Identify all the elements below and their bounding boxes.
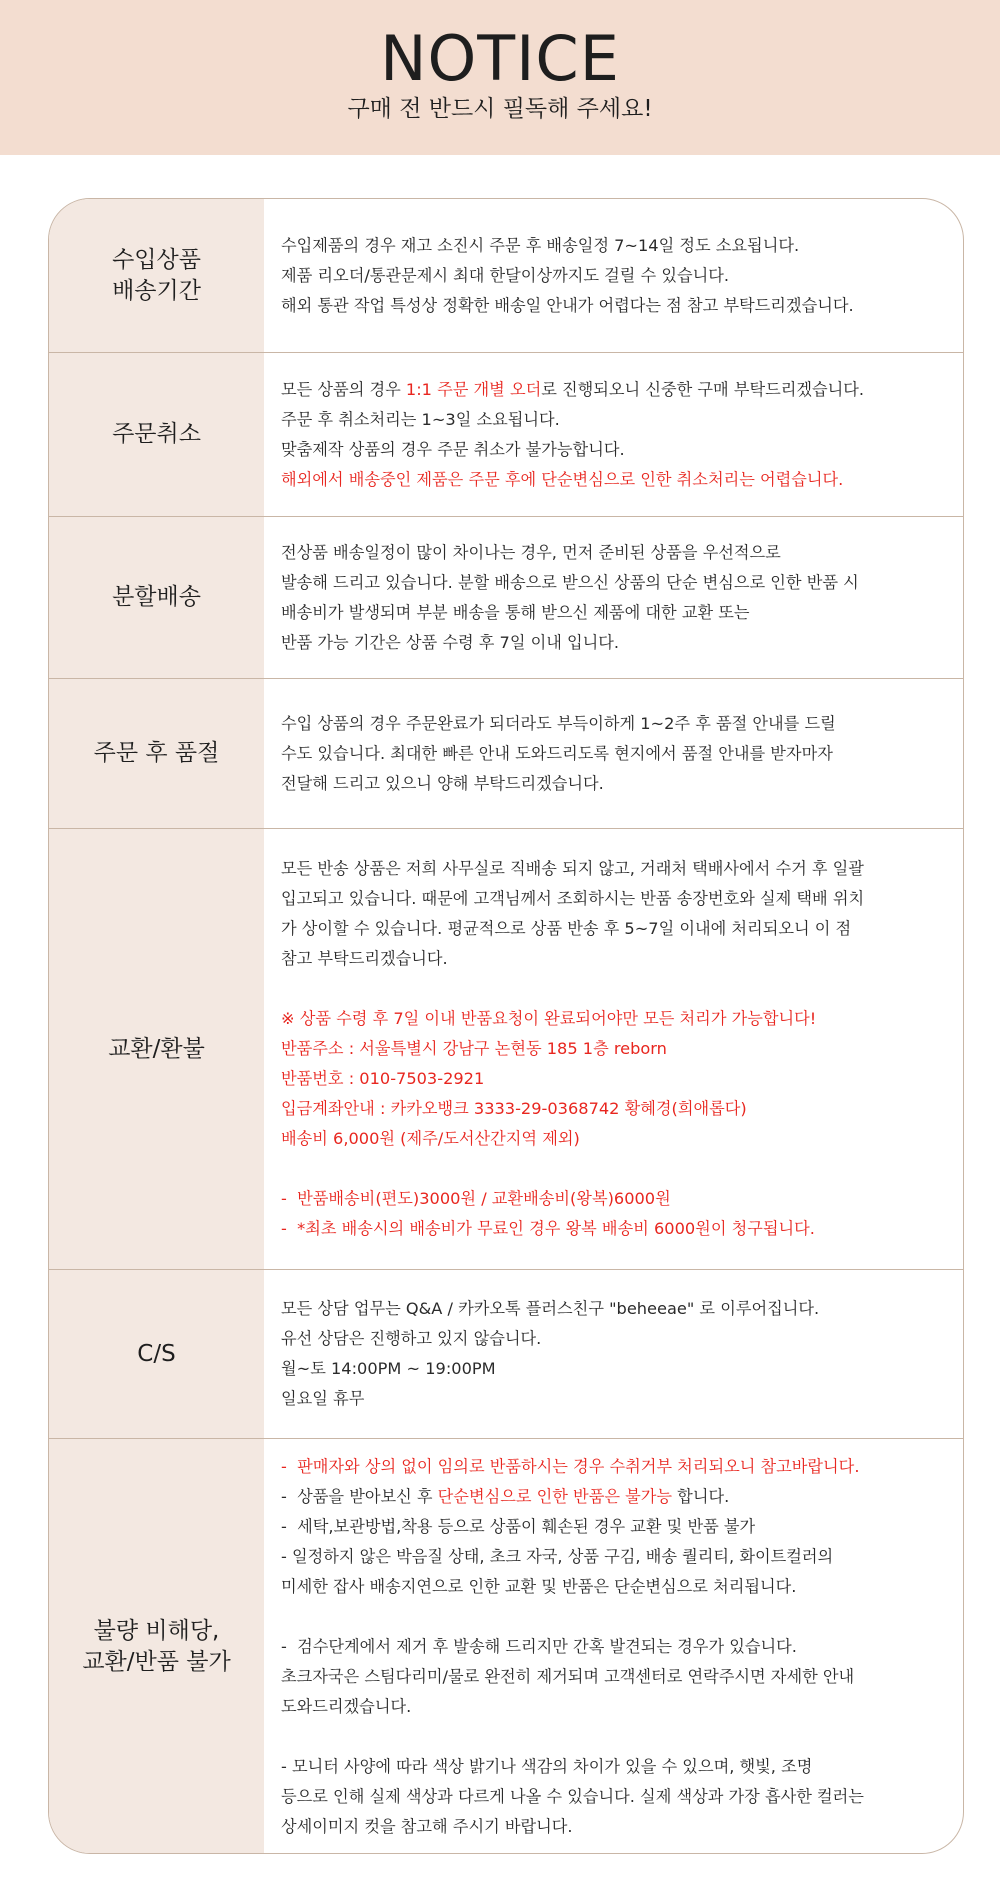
section-exchange-refund: [49, 829, 963, 1270]
content-line: [281, 1512, 951, 1542]
section-content: [264, 679, 963, 828]
body-text: 반품 가능 기간은 상품 수령 후 7일 이내 입니다.: [281, 632, 620, 652]
section-label: 교환/환불: [49, 829, 264, 1269]
content-line: [281, 1692, 951, 1722]
highlight-text: 단순변심으로 인한 반품은 불가능: [437, 1487, 673, 1506]
section-import-shipping: [49, 199, 963, 353]
content-line: [281, 1034, 951, 1064]
content-line: [281, 1064, 951, 1094]
content-line: [281, 375, 951, 405]
body-text: 발송해 드리고 있습니다. 분할 배송으로 받으신 상품의 단순 변심으로 인한 반품 시: [281, 572, 859, 592]
notice-header: [0, 0, 1000, 155]
section-content: [264, 353, 963, 516]
highlight-text: - 반품배송비(편도)3000원 / 교환배송비(왕복)6000원: [281, 1189, 671, 1208]
content-line: [281, 1542, 951, 1572]
body-text: 상세이미지 컷을 참고해 주시기 바랍니다.: [281, 1817, 573, 1836]
highlight-text: ※ 상품 수령 후 7일 이내 반품요청이 완료되어야만 모든 처리가 가능합니다!: [281, 1009, 817, 1028]
body-text: - 일정하지 않은 박음질 상태, 초크 자국, 상품 구김, 배송 퀄리티, 화이트컬러의: [281, 1547, 834, 1566]
content-line: [281, 1154, 951, 1184]
body-text: - 검수단계에서 제거 후 발송해 드리지만 간혹 발견되는 경우가 있습니다.: [281, 1637, 797, 1656]
section-label: 주문 후 품절: [49, 679, 264, 828]
body-text: 제품 리오더/통관문제시 최대 한달이상까지도 걸릴 수 있습니다.: [281, 265, 730, 285]
body-text: 모든 상담 업무는 Q&A / 카카오톡 플러스친구 "beheeae" 로 이루어집니다.: [281, 1299, 820, 1318]
content-line: [281, 1294, 951, 1324]
body-text: 미세한 잡사 배송지연으로 인한 교환 및 반품은 단순변심으로 처리됩니다.: [281, 1577, 797, 1596]
section-label: 분할배송: [49, 517, 264, 678]
section-no-exchange: [49, 1439, 963, 1854]
content-line: [281, 1094, 951, 1124]
content-line: [281, 568, 951, 598]
content-line: [281, 598, 951, 628]
content-line: [281, 854, 951, 884]
content-line: [281, 1632, 951, 1662]
content-line: [281, 231, 951, 261]
content-line: [281, 1782, 951, 1812]
highlight-text: 1:1 주문 개별 오더: [405, 379, 542, 399]
content-line: [281, 944, 951, 974]
content-line: [281, 1184, 951, 1214]
content-line: [281, 1004, 951, 1034]
section-label: 불량 비해당, 교환/반품 불가: [49, 1439, 264, 1854]
body-text: 참고 부탁드리겠습니다.: [281, 949, 448, 968]
page-title: NOTICE: [380, 22, 620, 95]
body-text: 맞춤제작 상품의 경우 주문 취소가 불가능합니다.: [281, 439, 625, 459]
content-line: [281, 291, 951, 321]
content-line: [281, 974, 951, 1004]
content-line: [281, 709, 951, 739]
body-text: 월~토 14:00PM ~ 19:00PM: [281, 1359, 496, 1378]
content-line: [281, 1124, 951, 1154]
body-text: 가 상이할 수 있습니다. 평균적으로 상품 반송 후 5~7일 이내에 처리되오니 이 점: [281, 919, 852, 938]
section-content: [264, 199, 963, 352]
body-text: 일요일 휴무: [281, 1389, 365, 1408]
content-line: [281, 1482, 951, 1512]
content-line: [281, 914, 951, 944]
content-line: [281, 1572, 951, 1602]
section-label: 수입상품 배송기간: [49, 199, 264, 352]
body-text: 합니다.: [672, 1487, 730, 1506]
body-text: - 모니터 사양에 따라 색상 밝기나 색감의 차이가 있을 수 있으며, 햇빛, 조명: [281, 1757, 813, 1776]
body-text: 해외 통관 작업 특성상 정확한 배송일 안내가 어렵다는 점 참고 부탁드리겠습니다.: [281, 295, 854, 315]
content-line: [281, 739, 951, 769]
content-line: [281, 538, 951, 568]
body-text: - 세탁,보관방법,착용 등으로 상품이 훼손된 경우 교환 및 반품 불가: [281, 1517, 756, 1536]
body-text: 모든 상품의 경우: [281, 379, 406, 399]
content-line: [281, 435, 951, 465]
content-line: [281, 1354, 951, 1384]
content-line: [281, 1214, 951, 1244]
body-text: 전상품 배송일정이 많이 차이나는 경우, 먼저 준비된 상품을 우선적으로: [281, 542, 781, 562]
content-line: [281, 1662, 951, 1692]
section-cs: [49, 1270, 963, 1439]
body-text: 로 진행되오니 신중한 구매 부탁드리겠습니다.: [541, 379, 865, 399]
content-line: [281, 1812, 951, 1842]
content-line: [281, 1722, 951, 1752]
section-split-delivery: [49, 517, 963, 679]
section-content: [264, 1439, 963, 1854]
body-text: 수입 상품의 경우 주문완료가 되더라도 부득이하게 1~2주 후 품절 안내를 드릴: [281, 713, 836, 733]
content-line: [281, 1452, 951, 1482]
page-subtitle: 구매 전 반드시 필독해 주세요!: [347, 96, 653, 122]
content-line: [281, 1324, 951, 1354]
content-line: [281, 261, 951, 291]
section-label: 주문취소: [49, 353, 264, 516]
highlight-text: 해외에서 배송중인 제품은 주문 후에 단순변심으로 인한 취소처리는 어렵습니다.: [281, 469, 844, 489]
content-line: [281, 1602, 951, 1632]
body-text: 등으로 인해 실제 색상과 다르게 나올 수 있습니다. 실제 색상과 가장 흡사한 컬러는: [281, 1787, 864, 1806]
highlight-text: 반품주소 : 서울특별시 강남구 논현동 185 1층 reborn: [281, 1039, 667, 1058]
highlight-text: 입금계좌안내 : 카카오뱅크 3333-29-0368742 황혜경(희애롭다): [281, 1099, 747, 1118]
body-text: 입고되고 있습니다. 때문에 고객님께서 조회하시는 반품 송장번호와 실제 택배 위치: [281, 889, 865, 908]
section-soldout: [49, 679, 963, 829]
body-text: 주문 후 취소처리는 1~3일 소요됩니다.: [281, 409, 560, 429]
section-content: [264, 517, 963, 678]
body-text: 배송비가 발생되며 부분 배송을 통해 받으신 제품에 대한 교환 또는: [281, 602, 750, 622]
content-line: [281, 628, 951, 658]
highlight-text: 반품번호 : 010-7503-2921: [281, 1069, 485, 1088]
content-line: [281, 1752, 951, 1782]
body-text: 도와드리겠습니다.: [281, 1697, 412, 1716]
body-text: 유선 상담은 진행하고 있지 않습니다.: [281, 1329, 542, 1348]
body-text: - 상품을 받아보신 후: [281, 1487, 438, 1506]
content-line: [281, 465, 951, 495]
body-text: 전달해 드리고 있으니 양해 부탁드리겠습니다.: [281, 773, 604, 793]
highlight-text: - 판매자와 상의 없이 임의로 반품하시는 경우 수취거부 처리되오니 참고바랍니다.: [281, 1457, 860, 1476]
body-text: 수입제품의 경우 재고 소진시 주문 후 배송일정 7~14일 정도 소요됩니다.: [281, 235, 800, 255]
section-label: C/S: [49, 1270, 264, 1438]
content-line: [281, 1384, 951, 1414]
body-text: 모든 반송 상품은 저희 사무실로 직배송 되지 않고, 거래처 택배사에서 수거 후 일괄: [281, 859, 864, 878]
highlight-text: 배송비 6,000원 (제주/도서산간지역 제외): [281, 1129, 580, 1148]
content-line: [281, 769, 951, 799]
body-text: 초크자국은 스팀다리미/물로 완전히 제거되며 고객센터로 연락주시면 자세한 안내: [281, 1667, 855, 1686]
section-content: [264, 829, 963, 1269]
section-order-cancel: [49, 353, 963, 517]
notice-table: [48, 198, 964, 1854]
highlight-text: - *최초 배송시의 배송비가 무료인 경우 왕복 배송비 6000원이 청구됩니다.: [281, 1219, 815, 1238]
body-text: 수도 있습니다. 최대한 빠른 안내 도와드리도록 현지에서 품절 안내를 받자마자: [281, 743, 833, 763]
content-line: [281, 405, 951, 435]
section-content: [264, 1270, 963, 1438]
content-line: [281, 884, 951, 914]
